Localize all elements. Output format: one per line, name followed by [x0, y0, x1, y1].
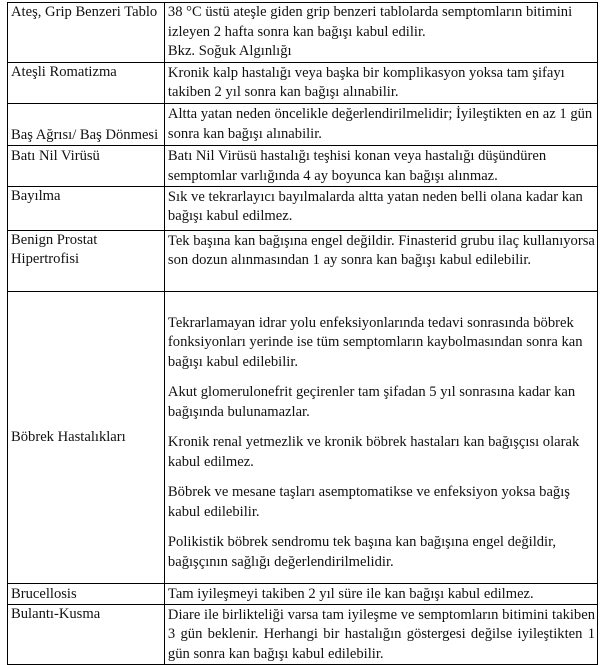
see-also-text: Bkz. Soğuk Algınlığı	[167, 43, 292, 59]
table-row	[8, 103, 598, 145]
condition-cell: Baş Ağrısı/ Baş Dönmesi	[8, 103, 165, 145]
condition-cell: Brucellosis	[8, 583, 165, 604]
description-text: Tam iyileşmeyi takiben 2 yıl süre ile kan bağışı kabul edilmez.	[167, 585, 534, 602]
table-row	[8, 186, 598, 230]
table-row	[8, 583, 598, 604]
description-text: Kronik kalp hastalığı veya başka bir komplikasyon yoksa tam şifayı takiben 2 yıl sonra kan bağışı alınabilir.	[167, 64, 565, 100]
description-paragraph: Polikistik böbrek sendromu tek başına kan bağışına engel değildir, bağışçının sağlığı değerlendirilmelidir.	[167, 534, 557, 570]
description-cell	[164, 103, 597, 145]
table-row	[8, 145, 598, 186]
description-text: 38 °C üstü ateşle giden grip benzeri tablolarda semptomların bitimini izleyen 2 hafta sonra kan bağışı kabul edilir.	[167, 4, 573, 40]
description-cell	[164, 583, 597, 604]
table-row	[8, 3, 598, 63]
description-cell	[164, 291, 597, 583]
condition-cell: Benign Prostat Hipertrofisi	[8, 230, 165, 291]
description-paragraph: Akut glomerulonefrit geçirenler tam şifadan 5 yıl sonrasına kadar kan bağışında bulunamazlar.	[167, 384, 576, 420]
description-text: Altta yatan neden öncelikle değerlendirilmelidir; İyileştikten en az 1 gün sonra kan bağışı alınabilir.	[167, 105, 593, 142]
description-text: Diare ile birlikteliği varsa tam iyileşme ve semptomların bitimini takiben 3 gün beklenir. Herhangi bir hastalığın göstergesi değilse iyileştikten 1 gün sonra kan bağışı kabul edilebilir.	[167, 606, 595, 662]
description-paragraph: Böbrek ve mesane taşları asemptomatikse ve enfeksiyon yoksa bağış kabul edilebilir.	[167, 484, 570, 520]
description-cell	[164, 186, 597, 230]
table-row	[8, 604, 598, 665]
table-row	[8, 230, 598, 291]
description-text: Tek başına kan bağışına engel değildir. Finasterid grubu ilaç kullanıyorsa son dozun alınmasından 1 ay sonra kan bağışı kabul edilebilir.	[167, 232, 595, 268]
condition-cell: Böbrek Hastalıkları	[8, 291, 165, 583]
description-cell	[164, 604, 597, 665]
description-text: Sık ve tekrarlayıcı bayılmalarda altta yatan neden belli olana kadar kan bağışı kabul edilmez.	[167, 188, 583, 224]
condition-cell: Bulantı-Kusma	[8, 604, 165, 665]
description-text: Batı Nil Virüsü hastalığı teşhisi konan veya hastalığı düşündüren semptomlar varlığında 4 ay boyunca kan bağışı alınmaz.	[167, 147, 547, 184]
description-cell	[164, 230, 597, 291]
condition-cell: Ateş, Grip Benzeri Tablo	[8, 3, 165, 63]
description-cell	[164, 3, 597, 63]
description-paragraph: Kronik renal yetmezlik ve kronik böbrek hastaları kan bağışçısı olarak kabul edilmez.	[167, 434, 580, 470]
condition-cell: Bayılma	[8, 186, 165, 230]
description-paragraph: Tekrarlamayan idrar yolu enfeksiyonlarında tedavi sonrasında böbrek fonksiyonları yerinde ise tüm semptomların kaybolmasından sonra kan bağışı kabul edilebilir.	[167, 314, 583, 370]
donor-eligibility-table	[7, 2, 598, 665]
condition-cell: Batı Nil Virüsü	[8, 145, 165, 186]
table-row	[8, 62, 598, 103]
description-cell	[164, 145, 597, 186]
description-cell	[164, 62, 597, 103]
table-row	[8, 291, 598, 583]
condition-cell: Ateşli Romatizma	[8, 62, 165, 103]
